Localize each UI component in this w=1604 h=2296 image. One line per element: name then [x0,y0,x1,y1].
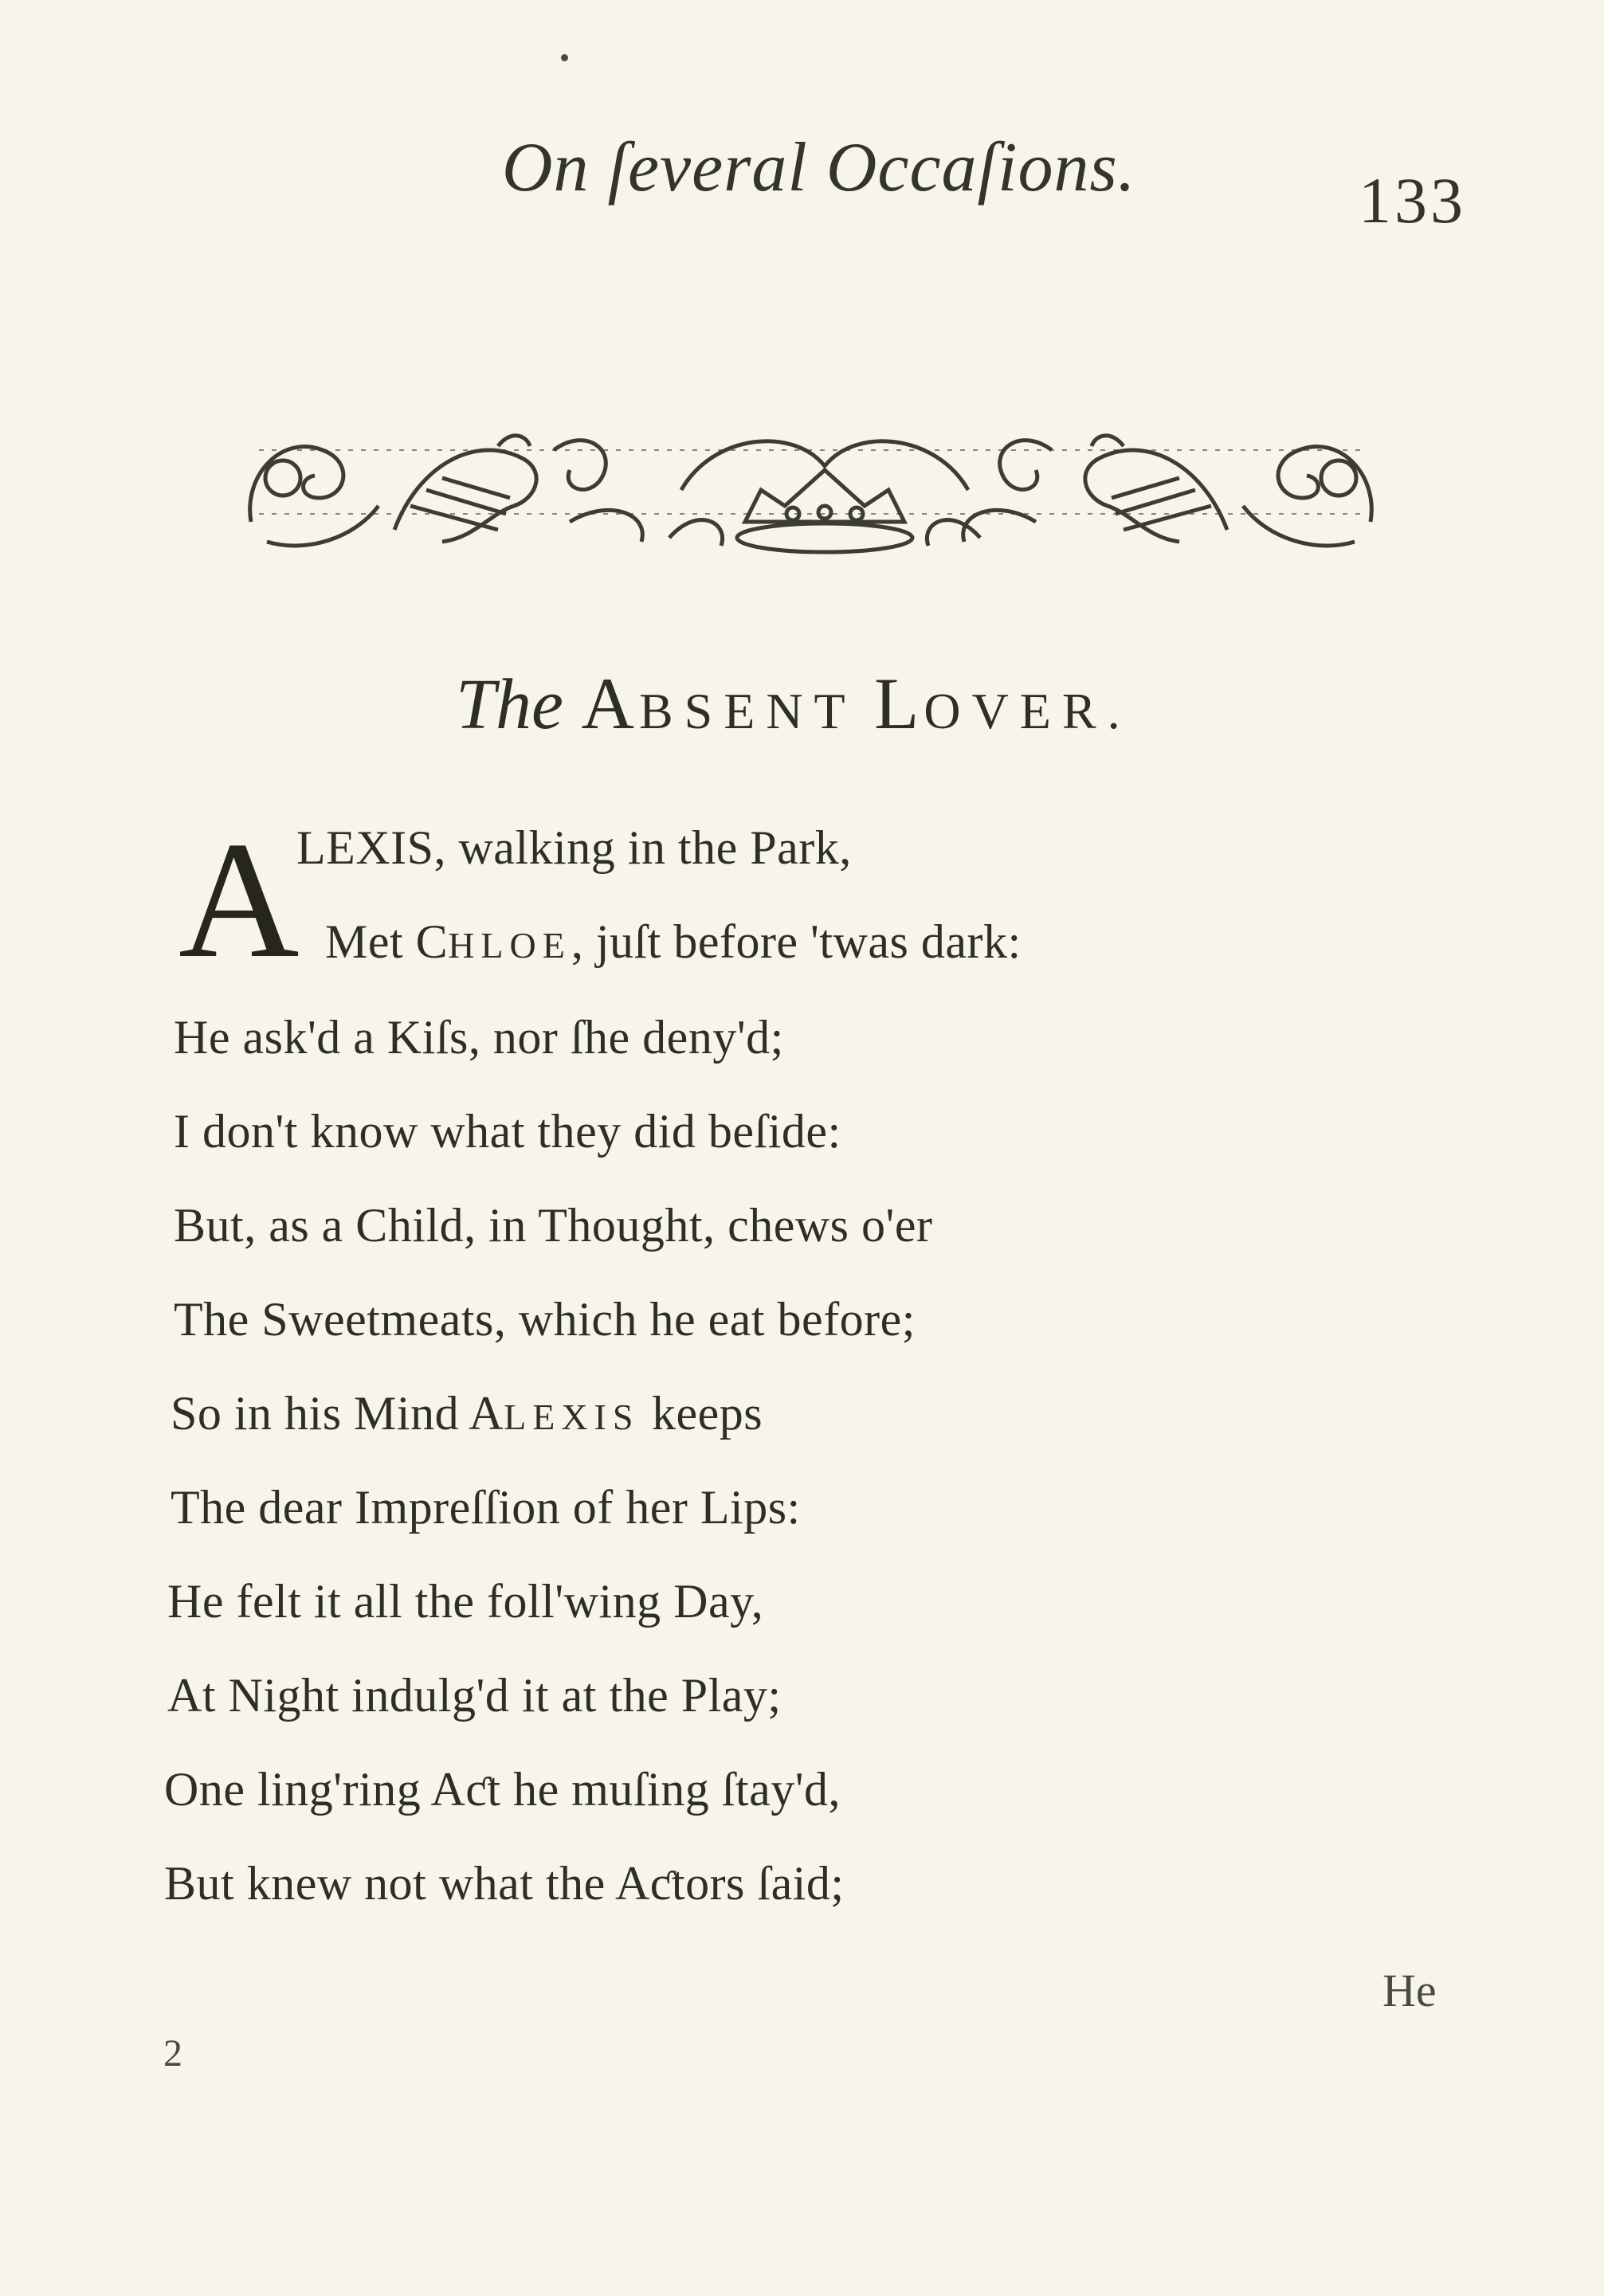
poem-line-5: But, as a Child, in Thought, chews o'er [174,1199,933,1252]
poem-line-8: The dear Impreſſion of her Lips: [171,1481,801,1534]
catchword: He [1382,1965,1437,2016]
poem-line-4: I don't know what they did beſide: [174,1105,841,1158]
title-word2-initial: L [874,663,924,744]
poem-line-2-end: , juſt before 'twas dark: [571,915,1022,968]
poem-line-2 [325,915,1022,970]
name-alexis-rest: LEXIS [504,1397,640,1437]
drop-cap: A [178,808,300,993]
poem-line-7-start: So in his Mind [171,1387,469,1440]
name-alexis-initial: A [469,1387,504,1440]
title-word1-rest: BSENT [638,683,857,739]
poem-line-10: At Night indulg'd it at the Play; [167,1669,782,1722]
name-chloe-initial: C [415,915,449,968]
poem-line-1: LEXIS, walking in the Park, [296,821,852,874]
poem-line-7-end: keeps [639,1387,763,1440]
poem-line-6: The Sweetmeats, which he eat before; [174,1293,916,1346]
page-number: 133 [1359,164,1466,237]
poem-line-11: One ling'ring Aƈt he muſing ſtay'd, [164,1763,841,1816]
name-chloe-rest: HLOE [448,925,571,966]
title-word1-initial: A [581,663,639,744]
poem-line-9: He felt it all the foll'wing Day, [167,1575,764,1628]
title-word2-rest: OVER. [924,683,1131,739]
poem-line-12: But knew not what the Aƈtors ſaid; [164,1857,845,1910]
poem-line-3: He ask'd a Kiſs, nor ſhe deny'd; [174,1011,784,1064]
signature-mark: 2 [163,2032,182,2075]
poem-title [456,661,1131,746]
ornamental-headpiece [235,402,1386,562]
title-article: The [456,665,563,744]
poem-line-7 [171,1386,763,1441]
poem-line-2-start: Met [325,915,416,968]
ink-dot [561,54,568,61]
running-head: On ſeveral Occaſions. [502,129,1136,206]
